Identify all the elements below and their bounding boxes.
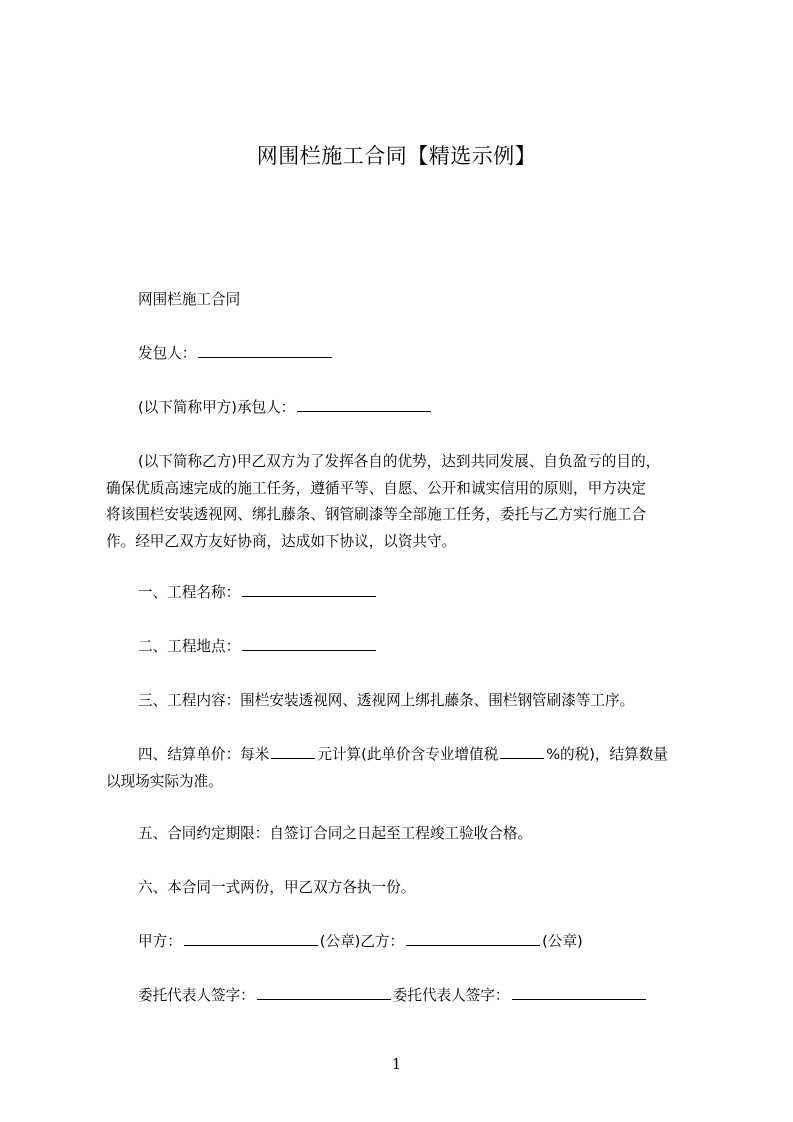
clause5-text: 五、合同约定期限：自签订合同之日起至工程竣工验收合格。 <box>138 825 533 842</box>
clause1-label: 一、工程名称： <box>138 584 241 601</box>
party-a-label: 发包人： <box>138 345 197 362</box>
sign-seal-2: (公章) <box>542 933 583 950</box>
sign-party-a-label: 甲方： <box>138 933 182 950</box>
intro-line-1: (以下简称乙方)甲乙双方为了发挥各自的优势，达到共同发展、自负盈亏的目的， <box>138 453 661 470</box>
rep-a-sign-blank[interactable] <box>257 985 391 1000</box>
project-location-blank[interactable] <box>242 636 376 651</box>
clause-unit-price <box>106 742 706 795</box>
clause4-part2: 元计算(此单价含专业增值税 <box>317 746 499 763</box>
party-b-blank[interactable] <box>297 397 431 412</box>
clause4-line-2: 以现场实际为准。 <box>106 772 223 790</box>
rep-label-2: 委托代表人签字： <box>392 987 510 1004</box>
signature-parties <box>106 929 738 956</box>
sign-seal-1: (公章)乙方： <box>319 933 405 950</box>
clause2-label: 二、工程地点： <box>138 638 241 655</box>
clause-project-content <box>106 688 738 715</box>
intro-paragraph <box>106 449 706 555</box>
clause-project-location <box>106 634 738 661</box>
party-a-sign-blank[interactable] <box>184 931 318 946</box>
clause4-part3: %的税)，结算数量 <box>546 746 668 763</box>
contract-subtitle <box>106 287 738 314</box>
clause3-text: 三、工程内容：围栏安装透视网、透视网上绑扎藤条、围栏钢管刷漆等工序。 <box>138 692 635 709</box>
clause-term <box>106 821 738 848</box>
tax-rate-blank[interactable] <box>500 744 544 759</box>
rep-label-1: 委托代表人签字： <box>138 987 255 1004</box>
clause-copies <box>106 875 738 902</box>
party-b-sign-blank[interactable] <box>406 931 540 946</box>
page-number: 1 <box>391 1055 402 1073</box>
intro-line-4: 作。经甲乙双方友好协商，达成如下协议，以资共守。 <box>106 532 457 550</box>
clause4-part1: 四、结算单价：每米 <box>138 746 270 763</box>
clause4-line-1 <box>106 742 706 769</box>
party-b-line <box>106 395 738 422</box>
clause-project-name <box>106 580 738 607</box>
intro-line-3: 将该围栏安装透视网、绑扎藤条、钢管刷漆等全部施工任务，委托与乙方实行施工合 <box>106 506 646 523</box>
clause6-text: 六、本合同一式两份，甲乙双方各执一份。 <box>138 879 416 896</box>
representative-signatures <box>106 983 738 1010</box>
document-title: 网围栏施工合同【精选示例】 <box>256 144 537 168</box>
intro-line-2: 确保优质高速完成的施工任务，遵循平等、自愿、公开和诚实信用的原则，甲方决定 <box>106 479 646 497</box>
project-name-blank[interactable] <box>242 582 376 597</box>
party-a-line <box>106 341 738 368</box>
unit-price-blank[interactable] <box>271 744 315 759</box>
subtitle-text: 网围栏施工合同 <box>138 291 241 308</box>
rep-b-sign-blank[interactable] <box>512 985 646 1000</box>
party-b-label: (以下简称甲方)承包人： <box>138 399 296 416</box>
party-a-blank[interactable] <box>198 343 332 358</box>
